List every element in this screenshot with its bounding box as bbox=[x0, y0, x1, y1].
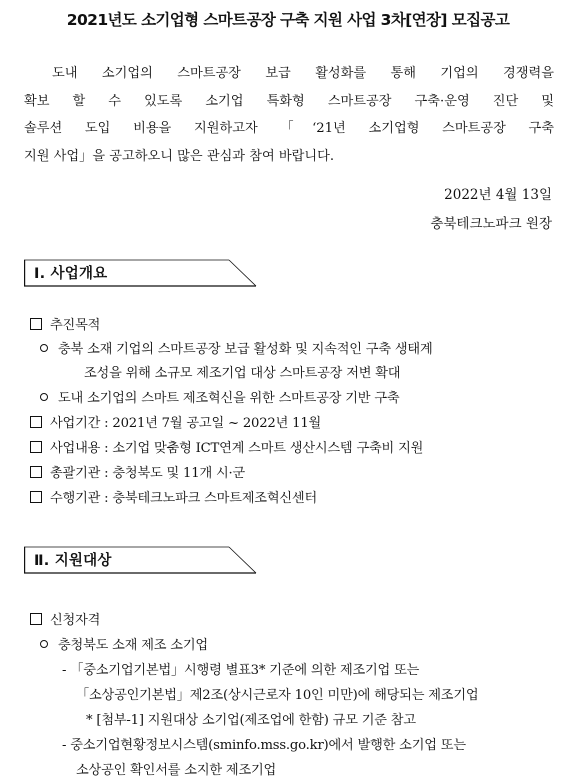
checklist-item bbox=[30, 314, 100, 333]
intro-paragraph bbox=[24, 60, 554, 170]
checklist-item bbox=[30, 609, 100, 628]
item-text: 충청북도 소재 제조 소기업 bbox=[58, 638, 208, 653]
intro-line: 도내 소기업의 스마트공장 보급 활성화를 통해 기업의 경쟁력을 bbox=[52, 66, 554, 81]
dash-item: - 「중소기업기본법」시행령 별표3* 기준에 의한 제조기업 또는 bbox=[62, 663, 420, 678]
item-text: 사업내용 : 소기업 맞춤형 ICT연계 스마트 생산시스템 구축비 지원 bbox=[50, 441, 424, 456]
checklist-item bbox=[30, 437, 423, 456]
bullet-item bbox=[40, 338, 432, 357]
dash-item-continuation: 소상공인 확인서를 소지한 제조기업 bbox=[76, 763, 277, 778]
page-title: 2021년도 소기업형 스마트공장 구축 지원 사업 3차[연장] 모집공고 bbox=[66, 11, 510, 29]
item-text: 수행기관 : 충북테크노파크 스마트제조혁신센터 bbox=[50, 491, 317, 506]
footnote: * [첨부-1] 지원대상 소기업(제조업에 한함) 규모 기준 참고 bbox=[86, 713, 416, 728]
item-label: 신청자격 bbox=[50, 613, 101, 628]
announcement-date: 2022년 4월 13일 bbox=[444, 187, 552, 203]
section-heading-label: Ⅱ. 지원대상 bbox=[34, 553, 112, 569]
checklist-item bbox=[30, 462, 245, 481]
item-text: 총괄기관 : 충청북도 및 11개 시·군 bbox=[50, 466, 246, 481]
checklist-item bbox=[30, 412, 321, 431]
item-text: 도내 소기업의 스마트 제조혁신을 위한 스마트공장 기반 구축 bbox=[58, 391, 400, 406]
circle-bullet-icon bbox=[40, 393, 48, 401]
bullet-item bbox=[40, 387, 399, 406]
dash-item-continuation: 「소상공인기본법」제2조(상시근로자 10인 미만)에 해당되는 제조기업 bbox=[76, 688, 479, 703]
intro-line: 확보 할 수 있도록 소기업 특화형 스마트공장 구축·운영 진단 및 bbox=[24, 93, 554, 109]
intro-line: 솔루션 도입 비용을 지원하고자 「‘21년 소기업형 스마트공장 구축 bbox=[24, 121, 554, 136]
dash-item: - 중소기업현황정보시스템(sminfo.mss.go.kr)에서 발행한 소기업 또는 bbox=[62, 738, 466, 753]
item-text: 충북 소재 기업의 스마트공장 보급 활성화 및 지속적인 구축 생태계 bbox=[58, 342, 433, 357]
checkbox-square-icon bbox=[30, 416, 42, 428]
checkbox-square-icon bbox=[30, 466, 42, 478]
circle-bullet-icon bbox=[40, 344, 48, 352]
checkbox-square-icon bbox=[30, 441, 42, 453]
item-label: 추진목적 bbox=[50, 318, 101, 333]
item-text: 사업기간 : 2021년 7월 공고일 ~ 2022년 11월 bbox=[50, 416, 322, 431]
checkbox-square-icon bbox=[30, 613, 42, 625]
checkbox-square-icon bbox=[30, 491, 42, 503]
intro-line: 지원 사업」을 공고하오니 많은 관심과 참여 바랍니다. bbox=[24, 148, 335, 164]
section-heading-label: Ⅰ. 사업개요 bbox=[34, 266, 108, 282]
circle-bullet-icon bbox=[40, 640, 48, 648]
bullet-item-continuation: 조성을 위해 소규모 제조기업 대상 스마트공장 저변 확대 bbox=[84, 366, 401, 381]
checkbox-square-icon bbox=[30, 318, 42, 330]
signature-organization: 충북테크노파크 원장 bbox=[430, 216, 552, 232]
checklist-item bbox=[30, 487, 317, 506]
bullet-item bbox=[40, 634, 208, 653]
